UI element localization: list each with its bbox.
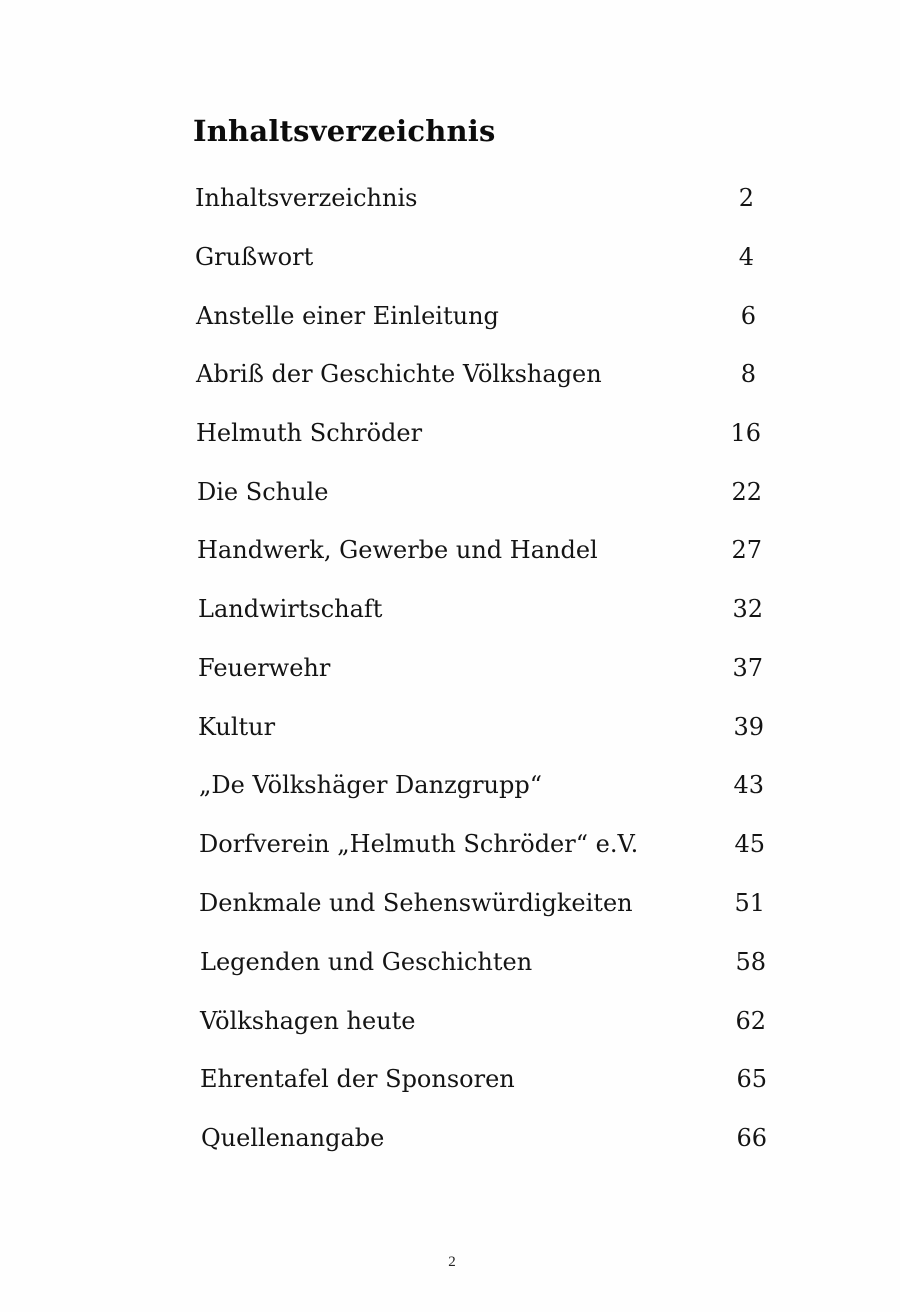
toc-entry-page: 32 <box>732 595 763 623</box>
toc-heading: Inhaltsverzeichnis <box>193 114 496 148</box>
toc-entry-title: Die Schule <box>197 478 329 506</box>
toc-entry <box>199 768 764 802</box>
toc-entry <box>198 651 763 685</box>
toc-entry <box>197 475 762 509</box>
toc-entry <box>200 1062 767 1096</box>
toc-entry-page: 16 <box>730 419 761 447</box>
toc-entry-page: 65 <box>736 1065 767 1093</box>
toc-entry <box>195 181 757 215</box>
toc-entry-title: Landwirtschaft <box>198 595 383 623</box>
toc-entry-page: 51 <box>734 889 765 917</box>
toc-entry-title: „De Völkshäger Danzgrupp“ <box>199 771 542 799</box>
toc-entry-title: Denkmale und Sehenswürdigkeiten <box>199 889 633 917</box>
toc-entry-page: 37 <box>732 654 763 682</box>
toc-entry-page: 62 <box>735 1007 766 1035</box>
toc-entry-title: Quellenangabe <box>201 1124 385 1152</box>
toc-entry-page: 39 <box>733 713 764 741</box>
toc-entry-page: 6 <box>740 302 756 330</box>
toc-entry <box>199 827 765 861</box>
toc-entry <box>200 945 766 979</box>
toc-entry <box>196 299 759 333</box>
toc-entry <box>200 1004 766 1038</box>
toc-entry-title: Grußwort <box>195 243 314 271</box>
toc-entry-page: 66 <box>736 1124 767 1152</box>
toc-entry <box>199 886 765 920</box>
toc-entry-title: Ehrentafel der Sponsoren <box>200 1065 515 1093</box>
page-number: 2 <box>448 1254 456 1270</box>
toc-entry-title: Helmuth Schröder <box>196 419 423 447</box>
toc-entry-page: 45 <box>734 830 765 858</box>
toc-entry <box>196 357 759 391</box>
toc-entry <box>198 710 764 744</box>
toc-entry <box>197 533 762 567</box>
toc-entry-title: Handwerk, Gewerbe und Handel <box>197 536 598 564</box>
toc-entry <box>201 1121 767 1155</box>
toc-entry <box>195 240 757 274</box>
toc-entry-page: 2 <box>738 184 754 212</box>
toc-entry-page: 43 <box>733 771 764 799</box>
toc-entry-title: Abriß der Geschichte Völkshagen <box>196 360 602 388</box>
toc-entry-title: Legenden und Geschichten <box>200 948 533 976</box>
toc-entry-page: 8 <box>740 360 756 388</box>
toc-entry-title: Kultur <box>198 713 276 741</box>
toc-entry-title: Völkshagen heute <box>200 1007 416 1035</box>
toc-entry-page: 22 <box>731 478 762 506</box>
toc-entry-title: Feuerwehr <box>198 654 331 682</box>
toc-entry <box>198 592 763 626</box>
toc-entry <box>196 416 761 450</box>
toc-entry-page: 58 <box>735 948 766 976</box>
toc-entry-title: Inhaltsverzeichnis <box>195 184 418 212</box>
toc-entry-page: 4 <box>738 243 754 271</box>
toc-entry-title: Anstelle einer Einleitung <box>196 302 499 330</box>
toc-entry-page: 27 <box>731 536 762 564</box>
toc-entry-title: Dorfverein „Helmuth Schröder“ e.V. <box>199 830 639 858</box>
